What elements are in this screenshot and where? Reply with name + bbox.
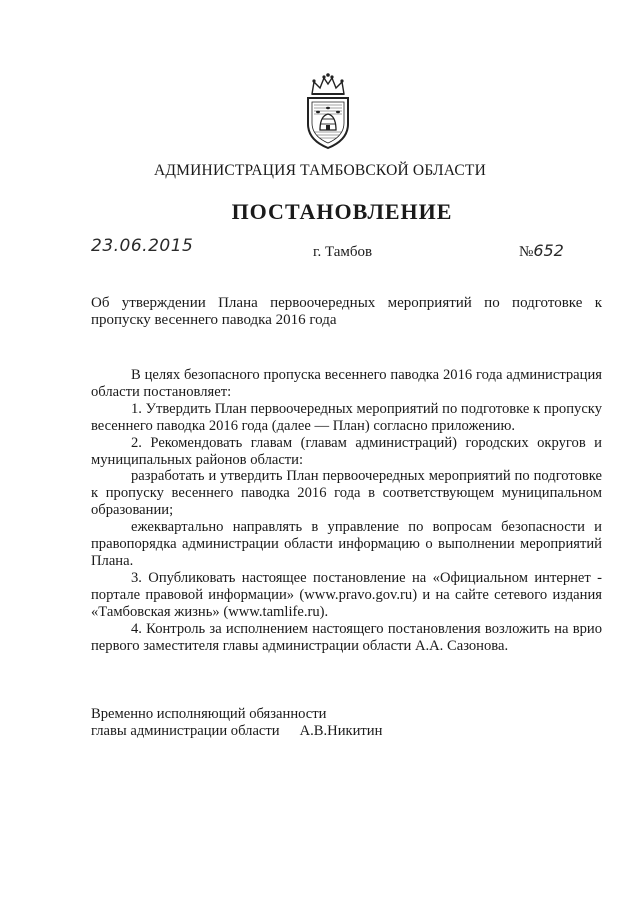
- signatory-position-line2: главы администрации области А.В.Никитин: [91, 723, 383, 739]
- clause-2: 2. Рекомендовать главам (главам администраций) городских округов и муниципальных районов области:: [91, 434, 602, 468]
- clause-2-item-b: ежеквартально направлять в управление по вопросам безопасности и правопорядка администрации области информацию о выполнении мероприятий Плана.: [91, 519, 602, 569]
- preamble-paragraph: В целях безопасного пропуска весеннего паводка 2016 года администрация области постановляет:: [91, 367, 602, 400]
- number-prefix: №: [519, 244, 534, 260]
- signatory-position-line1: Временно исполняющий обязанности: [91, 706, 327, 722]
- clause-3: 3. Опубликовать настоящее постановление на «Официальном интернет - портале правовой информации» (www.pravo.gov.ru) и на сайте сетевого издания «Тамбовская жизнь» (www.tamlife.ru).: [91, 569, 602, 620]
- tambov-coat-of-arms-icon: [298, 72, 358, 152]
- clause-2-item-a: разработать и утвердить План первоочередных мероприятий по подготовке к пропуску весеннего паводка 2016 года в соответствующем муниципальном образовании;: [91, 468, 602, 519]
- document-number: [519, 241, 564, 261]
- document-title: ПОСТАНОВЛЕНИЕ: [231, 199, 453, 224]
- handwritten-date: 23.06.2015: [91, 236, 194, 256]
- document-subject: Об утверждении Плана первоочередных мероприятий по подготовке к пропуску весеннего паводка 2016 года: [91, 295, 602, 328]
- handwritten-number: 652: [533, 241, 564, 260]
- signature-block: [91, 706, 382, 740]
- signatory-name: А.В.Никитин: [299, 723, 383, 739]
- clause-4: 4. Контроль за исполнением настоящего постановления возложить на врио первого заместителя главы администрации области А.А. Сазонова.: [91, 620, 602, 654]
- clause-1: 1. Утвердить План первоочередных мероприятий по подготовке к пропуску весеннего паводка 2016 года (далее — План) согласно приложению.: [91, 400, 602, 434]
- city: г. Тамбов: [313, 244, 373, 260]
- organization-name: АДМИНИСТРАЦИЯ ТАМБОВСКОЙ ОБЛАСТИ: [154, 162, 486, 179]
- document-body: [91, 367, 602, 654]
